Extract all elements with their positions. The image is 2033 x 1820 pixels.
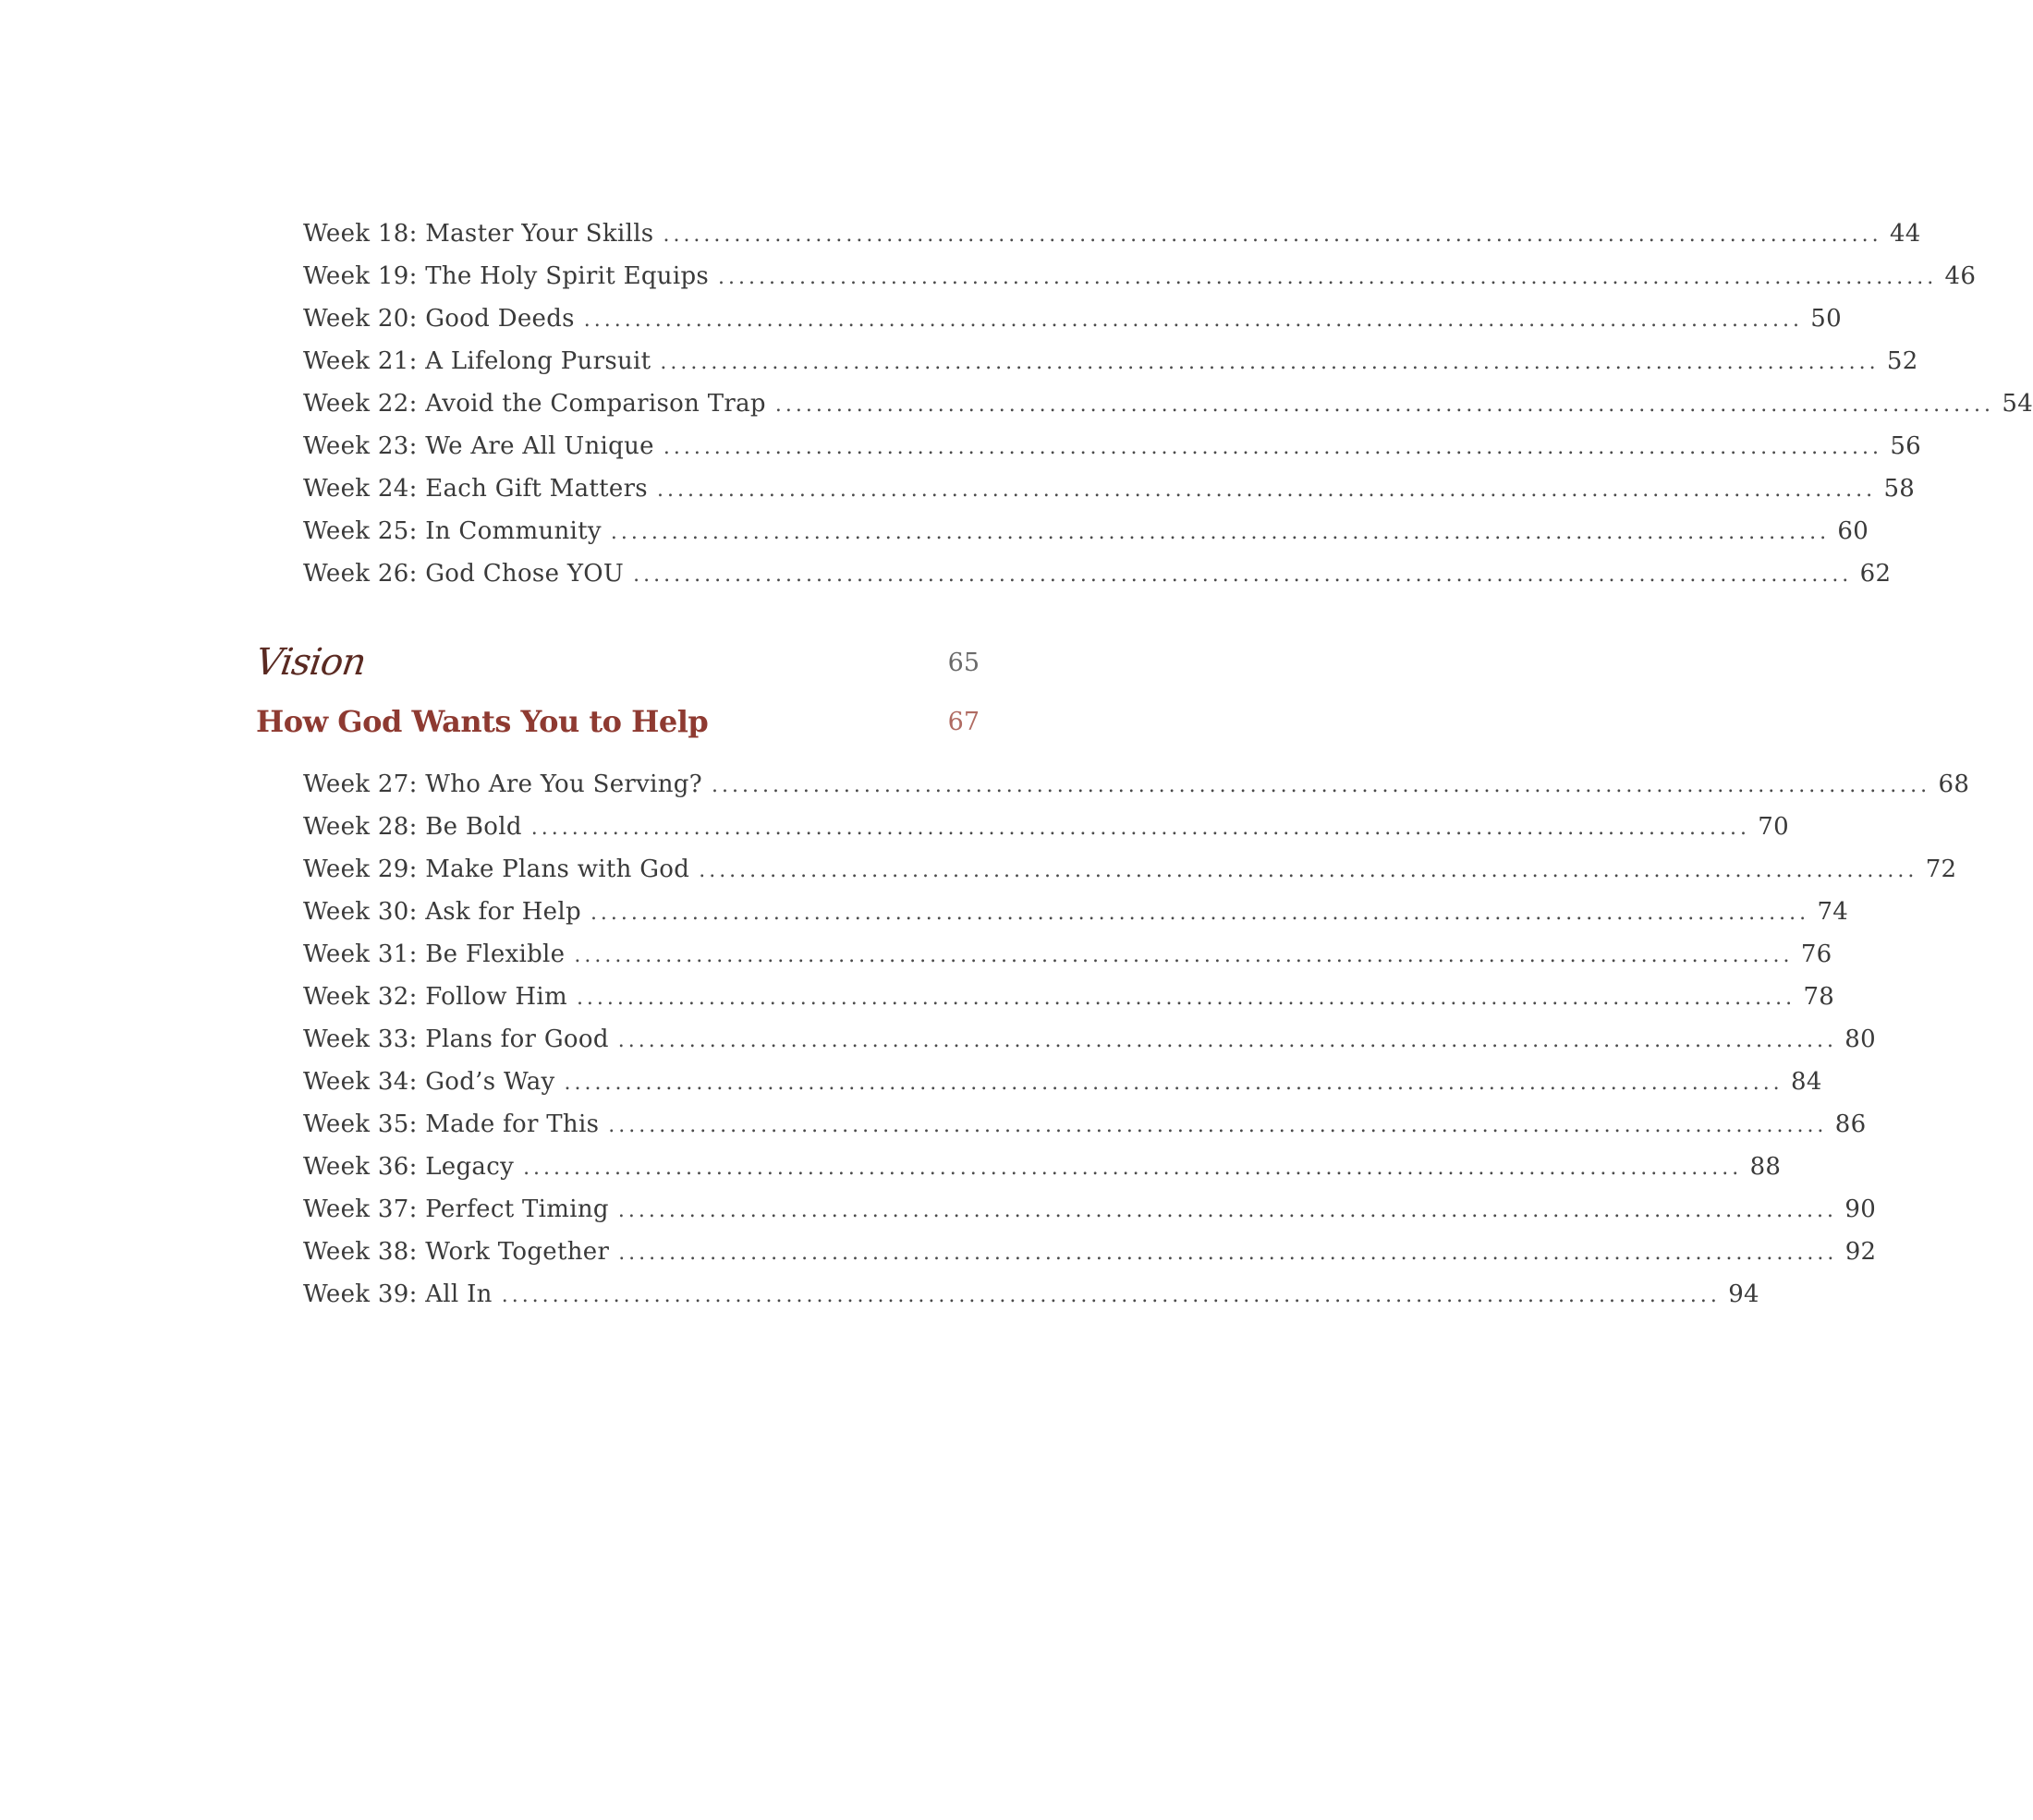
toc-entry-page: 78 bbox=[1803, 983, 1835, 1011]
toc-entry-title: Week 21: A Lifelong Pursuit bbox=[303, 340, 660, 382]
dot-leader: ........................................................................................................................ bbox=[774, 394, 1995, 417]
toc-entry-title: Week 33: Plans for Good bbox=[303, 1018, 618, 1061]
toc-entry-page: 44 bbox=[1889, 220, 1921, 248]
toc-entry-title: Week 27: Who Are You Serving? bbox=[303, 763, 712, 806]
toc-entry-page: 58 bbox=[1883, 475, 1916, 503]
toc-entry[interactable] bbox=[303, 933, 1832, 976]
toc-entry[interactable] bbox=[303, 1188, 1877, 1231]
toc-entry-page: 74 bbox=[1817, 898, 1849, 926]
toc-entry-title: Week 30: Ask for Help bbox=[303, 891, 590, 933]
toc-entry-title: Week 32: Follow Him bbox=[303, 976, 577, 1018]
toc-entry-page: 62 bbox=[1859, 560, 1892, 588]
dot-leader: ........................................................................................................................ bbox=[530, 817, 1750, 840]
dot-leader: ........................................................................................................................ bbox=[663, 224, 1882, 247]
toc-entry[interactable] bbox=[303, 976, 1835, 1018]
toc-entry-page: 80 bbox=[1844, 1025, 1876, 1053]
toc-entry-title: Week 36: Legacy bbox=[303, 1146, 523, 1188]
toc-entry-page: 70 bbox=[1758, 813, 1789, 841]
dot-leader: ........................................................................................................................ bbox=[501, 1284, 1721, 1307]
toc-entry-page: 86 bbox=[1834, 1110, 1867, 1138]
toc-entry-title: Week 29: Make Plans with God bbox=[303, 848, 699, 891]
toc-entry-title: Week 20: Good Deeds bbox=[303, 297, 584, 340]
dot-leader: ........................................................................................................................ bbox=[663, 436, 1883, 459]
dot-leader: ........................................................................................................................ bbox=[633, 564, 1853, 587]
toc-entry-title: Week 22: Avoid the Comparison Trap bbox=[303, 382, 775, 425]
toc-entry-title: Week 37: Perfect Timing bbox=[303, 1188, 618, 1231]
toc-entry-title: Week 34: God’s Way bbox=[303, 1061, 565, 1103]
toc-entry-title: Week 18: Master Your Skills bbox=[303, 212, 663, 255]
dot-leader: ........................................................................................................................ bbox=[523, 1157, 1743, 1180]
toc-entry[interactable] bbox=[303, 382, 2033, 425]
toc-entry-title: Week 31: Be Flexible bbox=[303, 933, 574, 976]
part-heading-vision[interactable] bbox=[252, 636, 980, 689]
toc-entry-page: 88 bbox=[1749, 1153, 1782, 1181]
toc-entry[interactable] bbox=[303, 297, 1842, 340]
toc-entry-page: 92 bbox=[1844, 1238, 1877, 1266]
toc-entry[interactable] bbox=[303, 552, 1892, 595]
dot-leader: ........................................................................................................................ bbox=[718, 266, 1938, 289]
toc-entry-page: 56 bbox=[1890, 432, 1922, 460]
toc-entry[interactable] bbox=[303, 212, 1921, 255]
toc-entry[interactable] bbox=[303, 510, 1869, 552]
dot-leader: ........................................................................................................................ bbox=[608, 1114, 1828, 1137]
toc-entry-page: 54 bbox=[2002, 390, 2033, 418]
toc-list-part2 bbox=[303, 763, 1970, 1316]
toc-entry[interactable] bbox=[303, 1018, 1876, 1061]
toc-entry-page: 50 bbox=[1810, 305, 1842, 333]
toc-entry-page: 60 bbox=[1837, 517, 1869, 545]
dot-leader: ........................................................................................................................ bbox=[583, 309, 1803, 332]
toc-entry-title: Week 24: Each Gift Matters bbox=[303, 467, 657, 510]
dot-leader: ........................................................................................................................ bbox=[660, 351, 1880, 374]
toc-entry[interactable] bbox=[303, 848, 1957, 891]
toc-entry[interactable] bbox=[303, 1231, 1877, 1273]
toc-entry-page: 46 bbox=[1944, 262, 1977, 290]
section-heading[interactable] bbox=[256, 698, 980, 745]
toc-entry-title: Week 39: All In bbox=[303, 1273, 502, 1316]
toc-entry-title: Week 38: Work Together bbox=[303, 1231, 618, 1273]
toc-entry-page: 90 bbox=[1844, 1195, 1877, 1223]
toc-entry-page: 52 bbox=[1886, 347, 1918, 375]
toc-entry-title: Week 23: We Are All Unique bbox=[303, 425, 663, 467]
toc-entry[interactable] bbox=[303, 763, 1970, 806]
toc-entry[interactable] bbox=[303, 425, 1922, 467]
dot-leader: ........................................................................................................................ bbox=[576, 987, 1796, 1010]
toc-entry[interactable] bbox=[303, 340, 1918, 382]
toc-entry-title: Week 35: Made for This bbox=[303, 1103, 608, 1146]
toc-entry-page: 72 bbox=[1925, 855, 1957, 883]
section-page: 67 bbox=[947, 707, 980, 736]
toc-entry[interactable] bbox=[303, 1061, 1822, 1103]
toc-entry-page: 84 bbox=[1791, 1068, 1822, 1096]
toc-entry[interactable] bbox=[303, 1273, 1759, 1316]
dot-leader: ........................................................................................................................ bbox=[656, 479, 1877, 502]
dot-leader: ........................................................................................................................ bbox=[610, 521, 1831, 544]
part-label: Vision bbox=[252, 641, 369, 684]
toc-entry-title: Week 25: In Community bbox=[303, 510, 611, 552]
toc-entry[interactable] bbox=[303, 1103, 1867, 1146]
dot-leader: ........................................................................................................................ bbox=[574, 944, 1794, 967]
toc-entry-title: Week 28: Be Bold bbox=[303, 806, 531, 848]
toc-list-part1 bbox=[303, 212, 2033, 595]
toc-entry[interactable] bbox=[303, 891, 1849, 933]
dot-leader: ........................................................................................................................ bbox=[711, 774, 1931, 797]
dot-leader: ........................................................................................................................ bbox=[618, 1242, 1838, 1265]
toc-entry-page: 68 bbox=[1938, 770, 1970, 798]
toc-entry-title: Week 26: God Chose YOU bbox=[303, 552, 633, 595]
toc-entry-page: 76 bbox=[1800, 940, 1832, 968]
toc-entry[interactable] bbox=[303, 255, 1977, 297]
section-title: How God Wants You to Help bbox=[256, 704, 709, 739]
toc-entry[interactable] bbox=[303, 467, 1916, 510]
dot-leader: ........................................................................................................................ bbox=[617, 1199, 1838, 1222]
dot-leader: ........................................................................................................................ bbox=[699, 859, 1918, 882]
toc-entry[interactable] bbox=[303, 1146, 1782, 1188]
toc-entry[interactable] bbox=[303, 806, 1789, 848]
dot-leader: ........................................................................................................................ bbox=[617, 1029, 1837, 1052]
part-page: 65 bbox=[947, 648, 980, 677]
dot-leader: ........................................................................................................................ bbox=[564, 1072, 1783, 1095]
toc-entry-page: 94 bbox=[1728, 1280, 1759, 1308]
dot-leader: ........................................................................................................................ bbox=[590, 902, 1810, 925]
toc-entry-title: Week 19: The Holy Spirit Equips bbox=[303, 255, 718, 297]
